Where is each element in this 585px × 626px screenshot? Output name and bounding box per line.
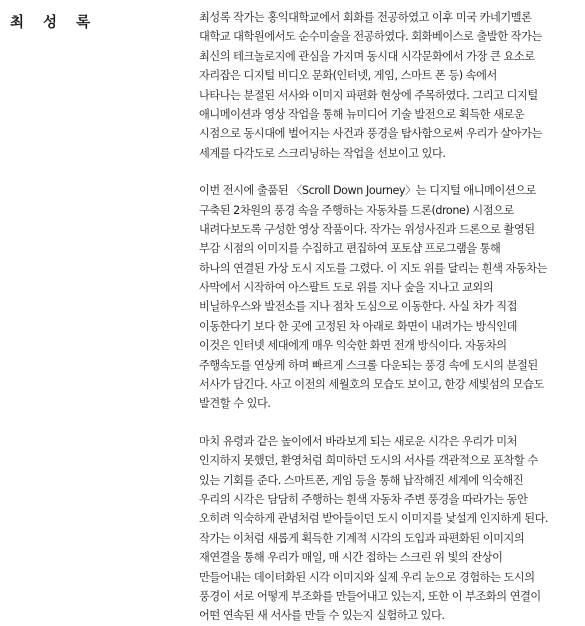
bio-line: 자리잡은 디지털 비디오 문화(인터넷, 게임, 스마트 폰 등) 속에서 xyxy=(199,69,497,83)
bio-line: 최성록 작가는 홍익대학교에서 회화를 전공하였고 이후 미국 카네기멜론 xyxy=(199,11,532,24)
bio-line: 주행속도를 연상케 하며 빠르게 스크롤 다운되는 풍경 속에 도시의 분절된 xyxy=(199,358,538,372)
bio-line: 나타나는 분절된 서사와 이미지 파편화 현상에 주목하였다. 그리고 디지털 xyxy=(199,88,538,102)
bio-line: 구축된 2차원의 풍경 속을 주행하는 자동차를 드론(drone) 시점으로 xyxy=(199,203,514,217)
bio-line: 시점으로 동시대에 벌어지는 사건과 풍경을 탐사함으로써 우리가 살아가는 xyxy=(199,127,542,141)
bio-line: 이번 전시에 출품된 〈Scroll Down Journey〉는 디지털 애니메이션으로 xyxy=(199,184,536,198)
bio-line: 하나의 연결된 가상 도시 지도를 그렸다. 이 지도 위를 달리는 흰색 자동차는 xyxy=(199,261,547,275)
bio-line: 발견할 수 있다. xyxy=(199,397,271,411)
bio-line: 풍경이 서로 어떻게 부조화를 만들어내고 있는지, 또한 이 부조화의 연결이 xyxy=(199,589,541,603)
artist-name: 최 성 록 xyxy=(10,15,98,31)
bio-line: 인지하지 못했던, 환영처럼 희미하던 도시의 서사를 객관적으로 포착할 수 xyxy=(199,454,538,468)
bio-line: 재연결을 통해 우리가 매일, 매 시간 접하는 스크린 위 빛의 잔상이 xyxy=(199,551,503,565)
bio-line: 우리의 시각은 담담히 주행하는 흰색 자동차 주변 풍경을 따라가는 동안 xyxy=(199,492,528,506)
bio-line: 만들어내는 데이터화된 시각 이미지와 실제 우리 눈으로 경험하는 도시의 xyxy=(199,570,535,584)
bio-line: 최신의 테크놀로지에 관심을 가지며 동시대 시각문화에서 가장 큰 요소로 xyxy=(199,49,535,63)
bio-line: 대학교 대학원에서도 순수미술을 전공하였다. 회화베이스로 출발한 작가는 xyxy=(199,30,542,44)
bio-paragraph-2 xyxy=(199,181,579,414)
bio-line: 세계를 다각도로 스크리닝하는 작업을 선보이고 있다. xyxy=(199,146,446,160)
bio-line: 이동한다기 보다 한 곳에 고정된 차 아래로 화면이 내려가는 방식인데 xyxy=(199,319,517,333)
bio-line: 내려다보도록 구성한 영상 작품이다. 작가는 위성사진과 드론으로 촬영된 xyxy=(199,222,535,236)
bio-paragraph-1 xyxy=(199,8,579,163)
bio-line: 이것은 인터넷 세대에게 매우 익숙한 화면 전개 방식이다. 자동차의 xyxy=(199,339,507,353)
bio-line: 있는 기회를 준다. 스마트폰, 게임 등을 통해 납작해진 세계에 익숙해진 xyxy=(199,473,524,487)
bio-line: 마치 유령과 같은 높이에서 바라보게 되는 새로운 시각은 우리가 미처 xyxy=(199,434,517,448)
artist-bio xyxy=(199,8,579,626)
bio-line: 부감 시점의 이미지를 수집하고 편집하여 포토샵 프로그램을 통해 xyxy=(199,242,501,256)
bio-line: 서사가 담긴다. 사고 이전의 세월호의 모습도 보이고, 한강 세빛섬의 모습도 xyxy=(199,378,544,392)
bio-line: 어떤 연속된 새 서사를 만들 수 있는지 실험하고 있다. xyxy=(199,609,445,623)
bio-line: 오히려 익숙하게 관념처럼 받아들이던 도시 이미지를 낯설게 인지하게 된다. xyxy=(199,512,549,526)
bio-line: 애니메이션과 영상 작업을 통해 뉴미디어 기술 발전으로 획득한 새로운 xyxy=(199,107,525,121)
bio-paragraph-3 xyxy=(199,432,579,626)
bio-line: 비닐하우스와 발전소를 지나 점차 도심으로 이동한다. 사실 차가 직접 xyxy=(199,300,517,314)
bio-line: 사막에서 시작하여 아스팔트 도로 위를 지나 숲을 지나고 교외의 xyxy=(199,281,494,295)
bio-line: 작가는 이처럼 새롭게 획득한 기계적 시각의 도입과 파편화된 이미지의 xyxy=(199,531,525,545)
